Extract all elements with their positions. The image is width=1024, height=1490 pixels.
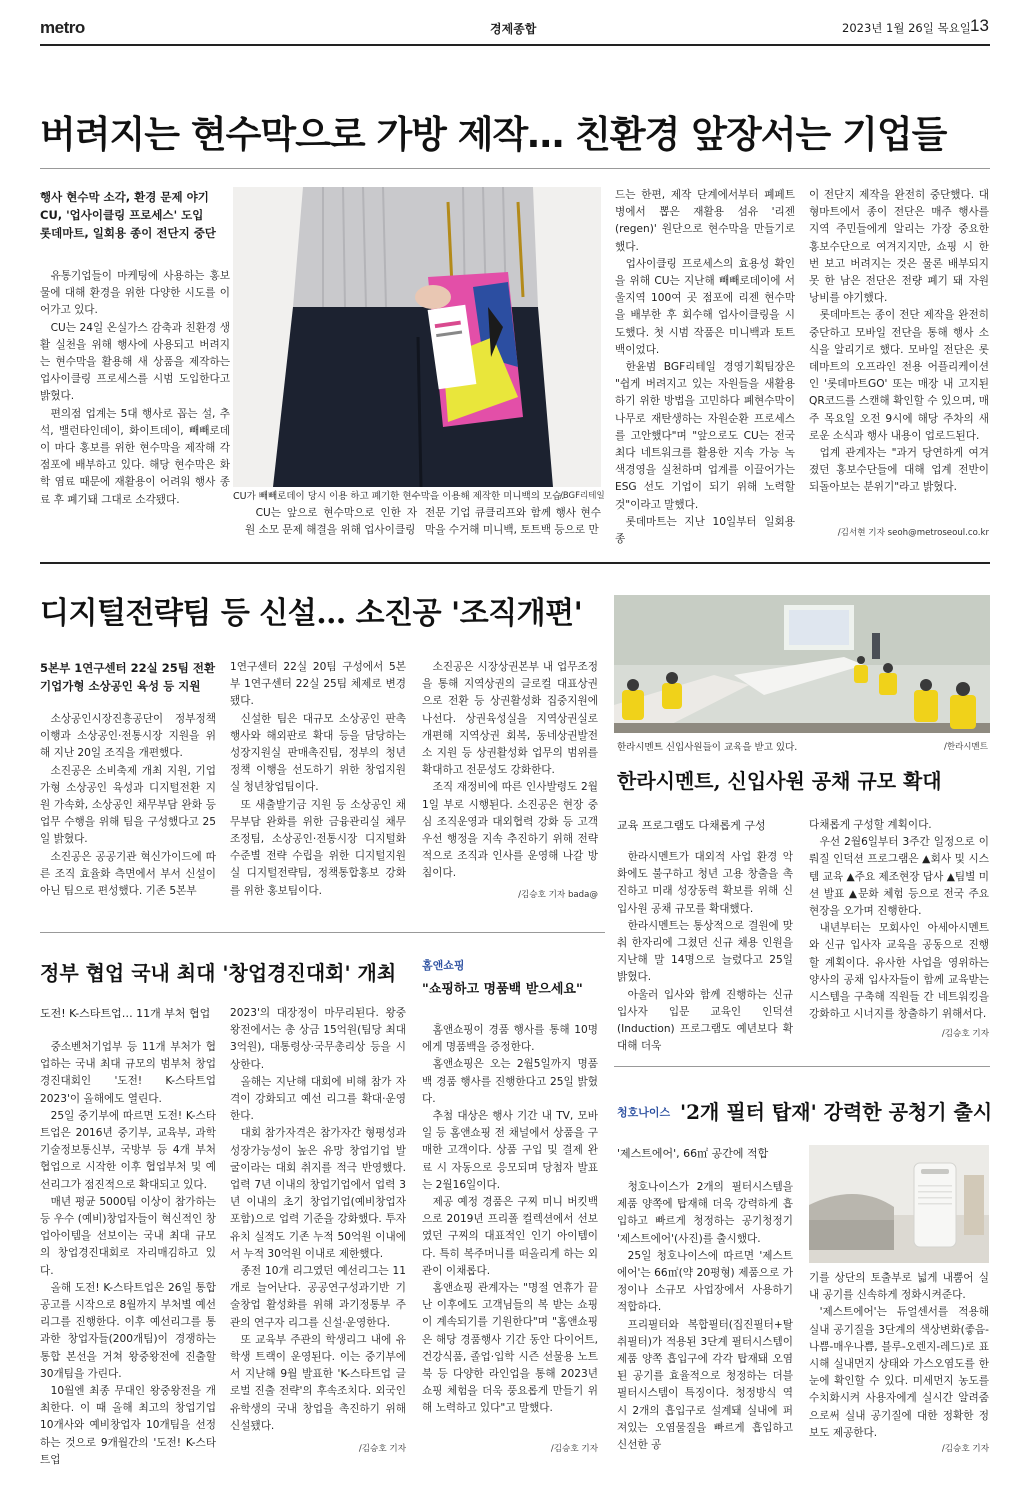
page-number: 13 (970, 16, 989, 35)
article2-col2 (230, 659, 406, 900)
article3-photo (614, 595, 990, 733)
article6-subhead: '제스트에어', 66㎡ 공간에 적합 (617, 1147, 769, 1160)
paragraph: 또 교육부 주관의 학생리그 내에 유학생 트랙이 운영된다. 이는 중기부에서 지난해 9월 발표한 'K-스타트업 글로벌 진출 전략'의 후속조치다. 외국인 유학생의 국내 창업을 촉진하기 위해 신설됐다. (230, 1333, 406, 1432)
paragraph: 내년부터는 모회사인 아세아시멘트와 신규 입사자 교육을 공동으로 진행할 계획이다. 유사한 사업을 영위하는 양사의 공채 입사자들이 함께 교육받는 시스템을 구축해 직원들 간 네트워킹을 강화하고 시너지를 창출하기 위해서다. (809, 922, 989, 1021)
article6-byline: /김승호 기자 (941, 1444, 989, 1454)
photo-credit: /한라시멘트 (944, 742, 988, 752)
paragraph: 홈앤쇼핑 관계자는 "명절 연휴가 끝난 이후에도 고객님들의 복 받는 쇼핑이 계속되기를 기원한다"며 "홈앤쇼핑은 해당 경품행사 기간 동안 다이어트, 건강식품, 졸업·입학 시즌 선물용 노트북 등 다양한 라인업을 통해 2023년 쇼핑 체험을 더욱 풍요롭게 만들기 위해 노력하고 있다"고 말했다. (422, 1282, 598, 1415)
article3-col2 (809, 817, 989, 1023)
paragraph: 소진공은 시장상권본부 내 업무조정을 통해 지역상권의 글로컬 대표상권으로 전환 등 상권활성화 집중지원에 나선다. 상권육성실을 지역상권실로 개편해 지역상권 회복, 동네상권발전소 지원 등 상권활성화 업무의 범위를 확대하고 전문성도 강화한다. (422, 661, 598, 777)
paragraph: 10월엔 최종 무대인 왕중왕전을 개최한다. 이 때 올해 최고의 창업기업 10개사와 예비창업자 10개팀을 선정하는 것으로 9개월간의 '도전! K-스타트업 (40, 1385, 216, 1466)
article5-headline: "쇼핑하고 명품백 받으세요" (422, 982, 583, 997)
article4-subhead: 도전! K-스타트업… 11개 부처 협업 (40, 1007, 211, 1020)
paragraph: 25일 중기부에 따르면 도전! K-스타트업은 2016년 중기부, 교육부, 과학기술정보통신부, 국방부 등 4개 부처 협업으로 시작한 이후 협업부처 및 예선리그가 점진적으로 확대되고 있다. (40, 1109, 216, 1191)
paragraph: '제스트에어'는 듀얼센서를 적용해 실내 공기질을 3단계의 색상변화(좋음-나쁨-매우나쁨, 블루-오렌지-레드)로 표시해 실내먼지 상태와 가스오염도를 한눈에 확인할 수 있다. 미세먼지 농도를 수치화시켜 사용자에게 실시간 알려줌으로써 실내 공기질에 대한 정확한 정보도 제공한다. (809, 1306, 989, 1439)
article6-col1 (617, 1179, 793, 1454)
article5-tag: 홈앤쇼핑 (422, 959, 465, 972)
article1-col1 (40, 268, 230, 509)
issue-date: 2023년 1월 26일 목요일 (842, 21, 971, 35)
subhead: 5본부 1연구센터 22실 25팀 전환 (40, 661, 216, 675)
paragraph: 소진공은 공공기관 혁신가이드에 따른 조직 효율화 측면에서 부서 신설이 아닌 팀으로 편성했다. 기존 5본부 (40, 850, 216, 898)
article2-byline: /김승호 기자 bada@ (518, 890, 598, 900)
paragraph: 드는 한편, 제작 단계에서부터 폐페트병에서 뽑은 재활용 섬유 '리젠(regen)' 원단으로 현수막을 만들기로 했다. (615, 189, 795, 253)
article3-byline: /김승호 기자 (941, 1029, 989, 1039)
paragraph: 중소벤처기업부 등 11개 부처가 협업하는 국내 최대 규모의 범부처 창업경진대회인 '도전! K-스타트업 2023'이 올해에도 열린다. (40, 1041, 216, 1105)
paragraph: 다채롭게 구성할 계획이다. (809, 819, 932, 831)
newspaper-logo: metro (40, 18, 85, 37)
paragraph: 조직 재정비에 따른 인사발령도 2월 1일 부로 시행된다. 소진공은 현장 중심 조직운영과 대외협력 강화 등 고객 우선 행정을 지속 추진하기 위해 전략적으로 조직과 인사를 운영해 나갈 방침이다. (422, 781, 598, 880)
article2-headline: 디지털전략팀 등 신설… 소진공 '조직개편' (40, 596, 583, 631)
paragraph: 롯데마트는 종이 전단 제작을 완전히 중단하고 모바일 전단을 통해 행사 소식을 알리기로 했다. 모바일 전단은 롯데마트의 오프라인 전용 어플리케이션인 '롯데마트GO' 또는 매장 내 고지된 QR코드를 스캔해 확인할 수 있으며, 매주 목요일 오전 9시에 해당 주차의 새로운 소식과 행사 내용이 업로드된다. (809, 309, 989, 442)
subhead: 롯데마트, 일회용 종이 전단지 중단 (40, 226, 216, 240)
article1-col5 (809, 187, 989, 497)
article6-headline: '2개 필터 탑재' 강력한 공청기 출시 (680, 1100, 993, 1124)
paragraph: 롯데마트는 지난 10일부터 일회용 종 (615, 515, 795, 546)
paragraph: 1연구센터 22실 20팀 구성에서 5본부 1연구센터 22실 25팀 체제로 변경됐다. (230, 661, 406, 708)
photo-caption: 한라시멘트 신입사원들이 교육을 받고 있다. (617, 742, 798, 753)
article4-headline: 정부 협업 국내 최대 '창업경진대회' 개최 (40, 961, 397, 985)
paragraph: 신설한 팀은 대규모 소상공인 판촉행사와 해외판로 확대 등을 담당하는 성장지원실 판매촉진팀, 정부의 청년정책 이행을 선도하기 위한 창업지원실 청년창업팀이다. (230, 712, 406, 794)
paragraph: 업계 관계자는 "과거 당연하게 여겨졌던 홍보수단들에 대해 업계 전반이 되돌아보는 분위기"라고 밝혔다. (809, 447, 989, 494)
article3-headline: 한라시멘트, 신입사원 공채 규모 확대 (617, 769, 942, 793)
article1-col3 (425, 505, 601, 539)
paragraph: 종전 10개 리그였던 예선리그는 11개로 늘어난다. 공공연구성과기반 기술창업 활성화를 위해 과기정통부 주관의 연구자 리그를 신설·운영한다. (230, 1265, 406, 1329)
article5-col (422, 1022, 598, 1418)
masthead-rule (40, 44, 990, 46)
article6-photo (809, 1145, 989, 1263)
paragraph: 업사이클링 프로세스의 효용성 확인을 위해 CU는 지난해 빼빼로데이에 서울지역 100여 곳 점포에 리젠 현수막을 배부한 후 회수해 업사이클링을 시도했다. 첫 시범 작품은 미니백과 토트백이었다. (615, 257, 795, 356)
article4-col2 (230, 1005, 406, 1435)
paragraph: 홈앤쇼핑이 경품 행사를 통해 10명에게 명품백을 증정한다. (422, 1024, 598, 1054)
article1-headline: 버려지는 현수막으로 가방 제작… 친환경 앞장서는 기업들 (40, 113, 947, 156)
article1-byline: /김서현 기자 seoh@metroseoul.co.kr (837, 528, 989, 538)
paragraph: 소진공은 소비축제 개최 지원, 기업가형 소상공인 육성과 디지털전환 지원 가속화, 소상공인 채무부담 완화 등 업무 수행을 위해 팀을 구성했다고 25일 밝혔다. (40, 764, 216, 846)
paragraph: 올해는 지난해 대회에 비해 참가 자격이 강화되고 예선 리그를 확대·운영한다. (230, 1075, 406, 1123)
divider (40, 932, 605, 933)
paragraph: 한라시멘트가 대외적 사업 환경 악화에도 불구하고 청년 고용 창출을 촉진하고 미래 성장동력 확보를 위해 신입사원 공채 규모를 확대했다. (617, 851, 793, 915)
subhead: 행사 현수막 소각, 환경 문제 야기 (40, 190, 209, 204)
paragraph: 우선 2월6일부터 3주간 일정으로 이뤄질 인덕션 프로그램은 ▲회사 및 시스템 교육 ▲주요 제조현장 답사 ▲팀별 미션 발표 ▲문화 체험 등으로 전국 주요 현장을 오가며 진행한다. (809, 836, 989, 918)
subhead: CU, '업사이클링 프로세스' 도입 (40, 208, 204, 222)
paragraph: 추첨 대상은 행사 기간 내 TV, 모바일 등 홈앤쇼핑 전 채널에서 상품을 구매한 고객이다. 상품 구입 및 결제 완료 시 자동으로 응모되며 당첨자 발표는 2월16일이다. (422, 1110, 598, 1191)
divider (614, 1066, 990, 1067)
article1-subheads (40, 188, 230, 242)
paragraph: 한라시멘트는 통상적으로 결원에 맞춰 한자리에 그쳤던 신규 채용 인원을 지난해 말 14명으로 늘렸다고 25일 밝혔다. (617, 919, 793, 984)
section-name: 경제종합 (490, 22, 537, 36)
paragraph: 전문 기업 큐클리프와 함께 행사 현수막을 수거해 미니백, 토트백 등으로 만 (425, 507, 601, 537)
article6-col2 (809, 1270, 989, 1442)
paragraph: 이 전단지 제작을 완전히 중단했다. 대형마트에서 종이 전단은 매주 행사를 지역 주민들에게 알리는 가장 중요한 홍보수단으로 여겨지지만, 쇼핑 시 한 번 보고 버려지는 것은 물론 배부되지 못 한 남은 전단은 전량 폐기 돼 자원 낭비를 야기했다. (809, 189, 989, 305)
article3-col1 (617, 849, 793, 1055)
article5-byline: /김승호 기자 (550, 1444, 598, 1454)
paragraph: 제공 예정 경품은 구찌 미니 버킷백으로 2019년 프리폴 컬렉션에서 선보였던 구찌의 대표적인 인기 아이템이다. 특히 복주머니를 떠올리게 하는 외관이 이채롭다. (422, 1196, 598, 1277)
article4-col1 (40, 1039, 216, 1469)
paragraph: 대회 참가자격은 참가자간 형평성과 성장가능성이 높은 유망 창업기업 발굴이라는 대회 취지를 적극 반영했다. 업력 7년 이내의 창업기업에서 업력 3년 이내의 초기 창업기업(예비창업자 포함)으로 업력 기준을 강화했다. 투자유치 실적도 기존 누적 50억원 이내에서 누적 30억원 이내로 제한했다. (230, 1127, 406, 1260)
photo-caption: CU가 빼빼로데이 당시 이용 하고 폐기한 현수막을 이용해 제작한 미니백의 모습. (233, 491, 565, 502)
divider (40, 168, 990, 169)
paragraph: 매년 평균 5000팀 이상이 참가하는 등 우수 (예비)창업자들이 혁신적인 창업아이템을 선보이는 국내 최대 규모의 창업경진대회로 자리매김하고 있다. (40, 1195, 216, 1277)
subhead: 기업가형 소상공인 육성 등 지원 (40, 679, 201, 693)
photo-credit: /BGF리테일 (560, 491, 605, 501)
paragraph: 소상공인시장진흥공단이 정부정책 이행과 소상공인·전통시장 지원을 위해 지난 20일 조직을 개편했다. (40, 713, 216, 760)
paragraph: 25일 청호나이스에 따르면 '제스트에어'는 66㎡(약 20평형) 제품으로 가정이나 소규모 사업장에서 사용하기 적합하다. (617, 1249, 793, 1314)
paragraph: CU는 앞으로 현수막으로 인한 자원 소모 문제 해결을 위해 업사이클링 (245, 507, 417, 537)
article2-col1 (40, 711, 216, 900)
paragraph: 기를 상단의 토출부로 넓게 내뿜어 실내 공기를 신속하게 정화시켜준다. (809, 1272, 989, 1302)
paragraph: 또 새출발기금 지원 등 소상공인 채무부담 완화를 위한 금융관리실 채무조정팀, 소상공인·전통시장 디지털화 수준별 전략 수립을 위한 디지털지원실 디지털전략팀, 정책통합홍보 강화를 위한 홍보팀이다. (230, 798, 406, 897)
article1-photo (233, 187, 601, 487)
paragraph: 한윤범 BGF리테일 경영기획팀장은 "쉽게 버려지고 있는 자원들을 새활용하기 위한 방법을 고민하다 폐현수막이 나무로 재탄생하는 자원순환 프로세스를 고안했다"며 "앞으로도 CU는 전국 최다 네트워크를 활용한 지속 가능 녹색경영을 실천하며 업계를 이끌어가는 ESG 선도 기업이 되기 위해 노력할 것"이라고 말했다. (615, 361, 795, 511)
article4-byline: /김승호 기자 (358, 1444, 406, 1454)
paragraph: 프리필터와 복합필터(집진필터+탈취필터)가 적용된 3단계 필터시스템이 제품 양쪽 흡입구에 각각 탑재돼 오염된 공기를 효율적으로 청정하는 더블필터시스템이 특징이다. 청정방식 역시 2개의 흡입구로 설계돼 실내에 퍼져있는 오염물질을 빠르게 흡입하고 신선한 공 (617, 1318, 793, 1452)
masthead (40, 14, 990, 54)
paragraph: 편의점 업계는 5대 행사로 꼽는 설, 추석, 밸런타인데이, 화이트데이, 빼빼로데이 마다 홍보를 위한 현수막을 제작해 각 점포에 배부하고 있다. 해당 현수막은 화학 염료 때문에 재활용이 어려워 행사 종료 후 폐기돼 그대로 소각됐다. (40, 407, 230, 506)
paragraph: 청호나이스가 2개의 필터시스템을 제품 양쪽에 탑재해 더욱 강력하게 흡입하고 빠르게 청정하는 공기청정기 '제스트에어'(사진)를 출시했다. (617, 1181, 793, 1245)
section-rule (40, 562, 990, 564)
article6-tag: 청호나이스 (617, 1106, 671, 1119)
article1-col2 (245, 505, 417, 539)
article2-col3 (422, 659, 598, 883)
paragraph: CU는 24일 온실가스 감축과 친환경 생활 실천을 위해 행사에 사용되고 버려지는 현수막을 활용해 새 상품을 제작하는 업사이클링 프로세스를 시범 도입한다고 밝혔다. (40, 321, 230, 403)
paragraph: 홈앤쇼핑은 오는 2월5일까지 명품백 경품 행사를 진행한다고 25일 밝혔다. (422, 1058, 598, 1105)
article3-subhead: 교육 프로그램도 다채롭게 구성 (617, 819, 766, 832)
article1-col4 (615, 187, 795, 548)
paragraph: 유통기업들이 마케팅에 사용하는 홍보물에 대해 환경을 위한 다양한 시도를 이어가고 있다. (40, 270, 230, 317)
paragraph: 아울러 입사와 함께 진행하는 신규 입사자 입문 교육인 인덕션(Induction) 프로그램도 예년보다 확대해 더욱 (617, 988, 793, 1053)
paragraph: 올해 도전! K-스타트업은 26일 통합 공고를 시작으로 8월까지 부처별 예선리그를 진행한다. 이후 예선리그를 통과한 창업자들(200개팀)이 경쟁하는 통합 본선을 거쳐 왕중왕전에 진출할 30개팀을 가린다. (40, 1281, 216, 1380)
article2-subheads (40, 659, 230, 695)
paragraph: 2023'의 대장정이 마무리된다. 왕중왕전에서는 총 상금 15억원(팀당 최대 3억원), 대통령상·국무총리상 등을 시상한다. (230, 1007, 406, 1071)
